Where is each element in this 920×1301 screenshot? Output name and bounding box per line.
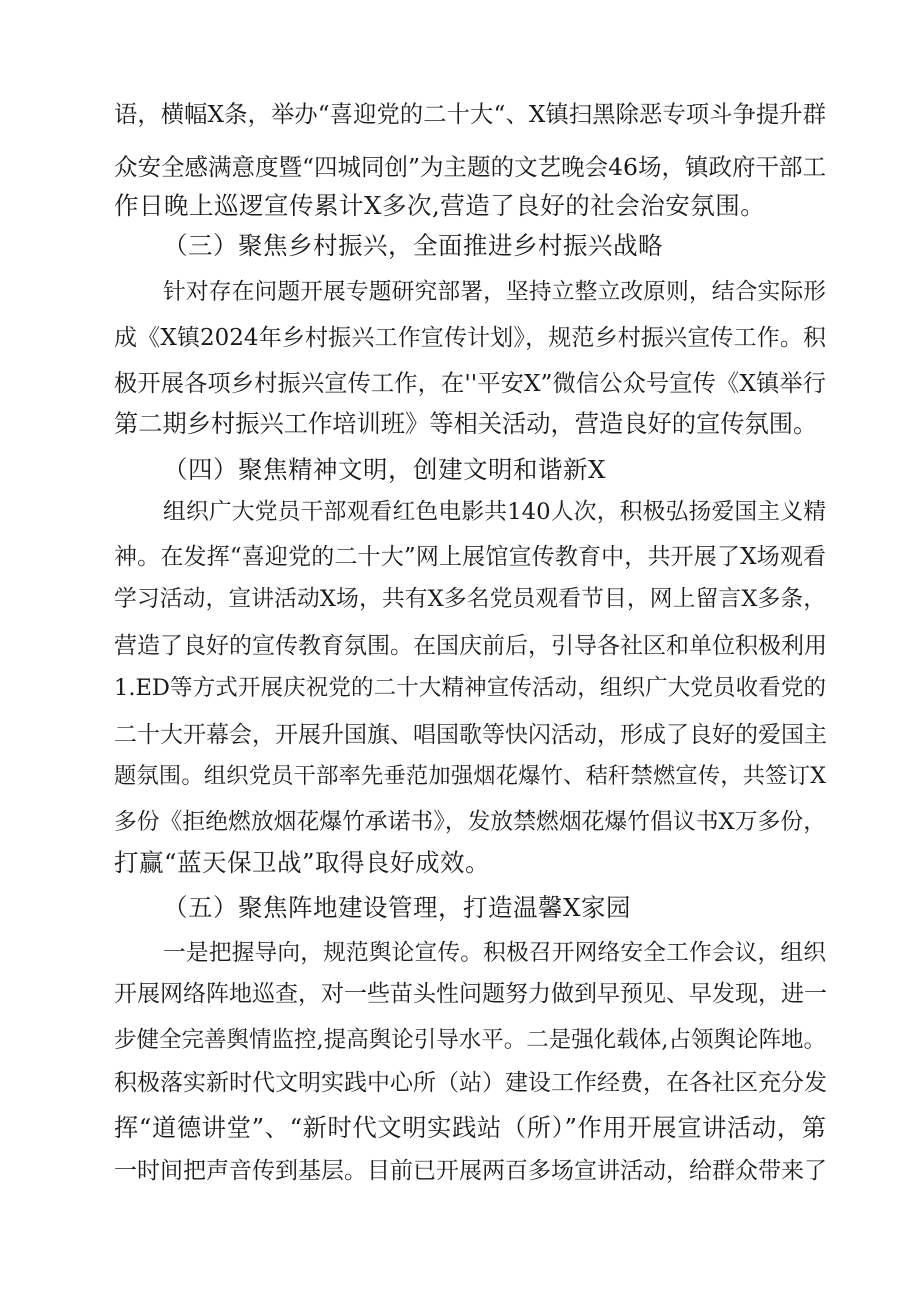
paragraph-line: 组织广大党员干部观看红色电影共140人次，积极弘扬爱国主义精 (163, 499, 826, 525)
paragraph-line: 开展网络阵地巡查，对一些苗头性问题努力做到早预见、早发现，进一 (114, 981, 827, 1007)
paragraph-line: 多份《拒绝燃放烟花爆竹承诺书》，发放禁燃烟花爆竹倡议书X万多份， (114, 809, 826, 835)
paragraph-line: 极开展各项乡村振兴宣传工作，在''平安X”微信公众号宣传《X镇举行 (114, 370, 826, 397)
paragraph-line: 挥“道德讲堂”、“新时代文明实践站（所）”作用开展宣讲活动，第 (114, 1113, 826, 1142)
paragraph-line: 神。在发挥“喜迎党的二十大”网上展馆宣传教育中，共开展了X场观看 (114, 544, 826, 570)
section-heading-3: （三）聚焦乡村振兴，全面推进乡村振兴战略 (163, 231, 663, 260)
paragraph-line: 作日晚上巡逻宣传累计X多次,营造了良好的社会治安氛围。 (114, 191, 766, 220)
paragraph-line: 积极落实新时代文明实践中心所（站）建设工作经费，在各社区充分发 (114, 1070, 827, 1096)
paragraph-line: 一是把握导向，规范舆论宣传。积极召开网络安全工作会议，组织 (163, 940, 826, 966)
paragraph-line: 学习活动，宣讲活动X场，共有X多名党员观看节目，网上留言X多条， (114, 586, 826, 612)
section-heading-4: （四）聚焦精神文明，创建文明和谐新X (163, 455, 606, 484)
paragraph-line: 一时间把声音传到基层。目前已开展两百多场宣讲活动，给群众带来了 (114, 1158, 827, 1184)
paragraph-line: 针对存在问题开展专题研究部署，坚持立整立改原则，结合实际形 (163, 279, 826, 305)
section-heading-5: （五）聚焦阵地建设管理，打造温馨X家园 (163, 893, 631, 922)
paragraph-line: 二十大开幕会，开展升国旗、唱国歌等快闪活动，形成了良好的爱国主 (114, 722, 827, 748)
paragraph-line: 第二期乡村振兴工作培训班》等相关活动，营造良好的宣传氛围。 (114, 409, 818, 438)
paragraph-line: 题氛围。组织党员干部率先垂范加强烟花爆竹、秸秆禁燃宣传，共签订X (114, 763, 826, 789)
paragraph-line: 步健全完善舆情监控,提高舆论引导水平。二是强化载体,占领舆论阵地。 (114, 1027, 826, 1053)
paragraph-line: 1.ED等方式开展庆祝党的二十大精神宣传活动，组织广大党员收看党的 (114, 675, 826, 701)
paragraph-line: 打赢“蓝天保卫战”取得良好成效。 (114, 848, 491, 877)
paragraph-line: 营造了良好的宣传教育氛围。在国庆前后，引导各社区和单位积极利用 (114, 633, 827, 659)
paragraph-line: 语，横幅X条，举办“喜迎党的二十大“、X镇扫黑除恶专项斗争提升群 (114, 101, 826, 128)
paragraph-line: 成《X镇2024年乡村振兴工作宣传计划》，规范乡村振兴宣传工作。积 (114, 325, 826, 351)
paragraph-line: 众安全感满意度暨“四城同创”为主题的文艺晚会46场，镇政府干部工 (114, 153, 826, 181)
